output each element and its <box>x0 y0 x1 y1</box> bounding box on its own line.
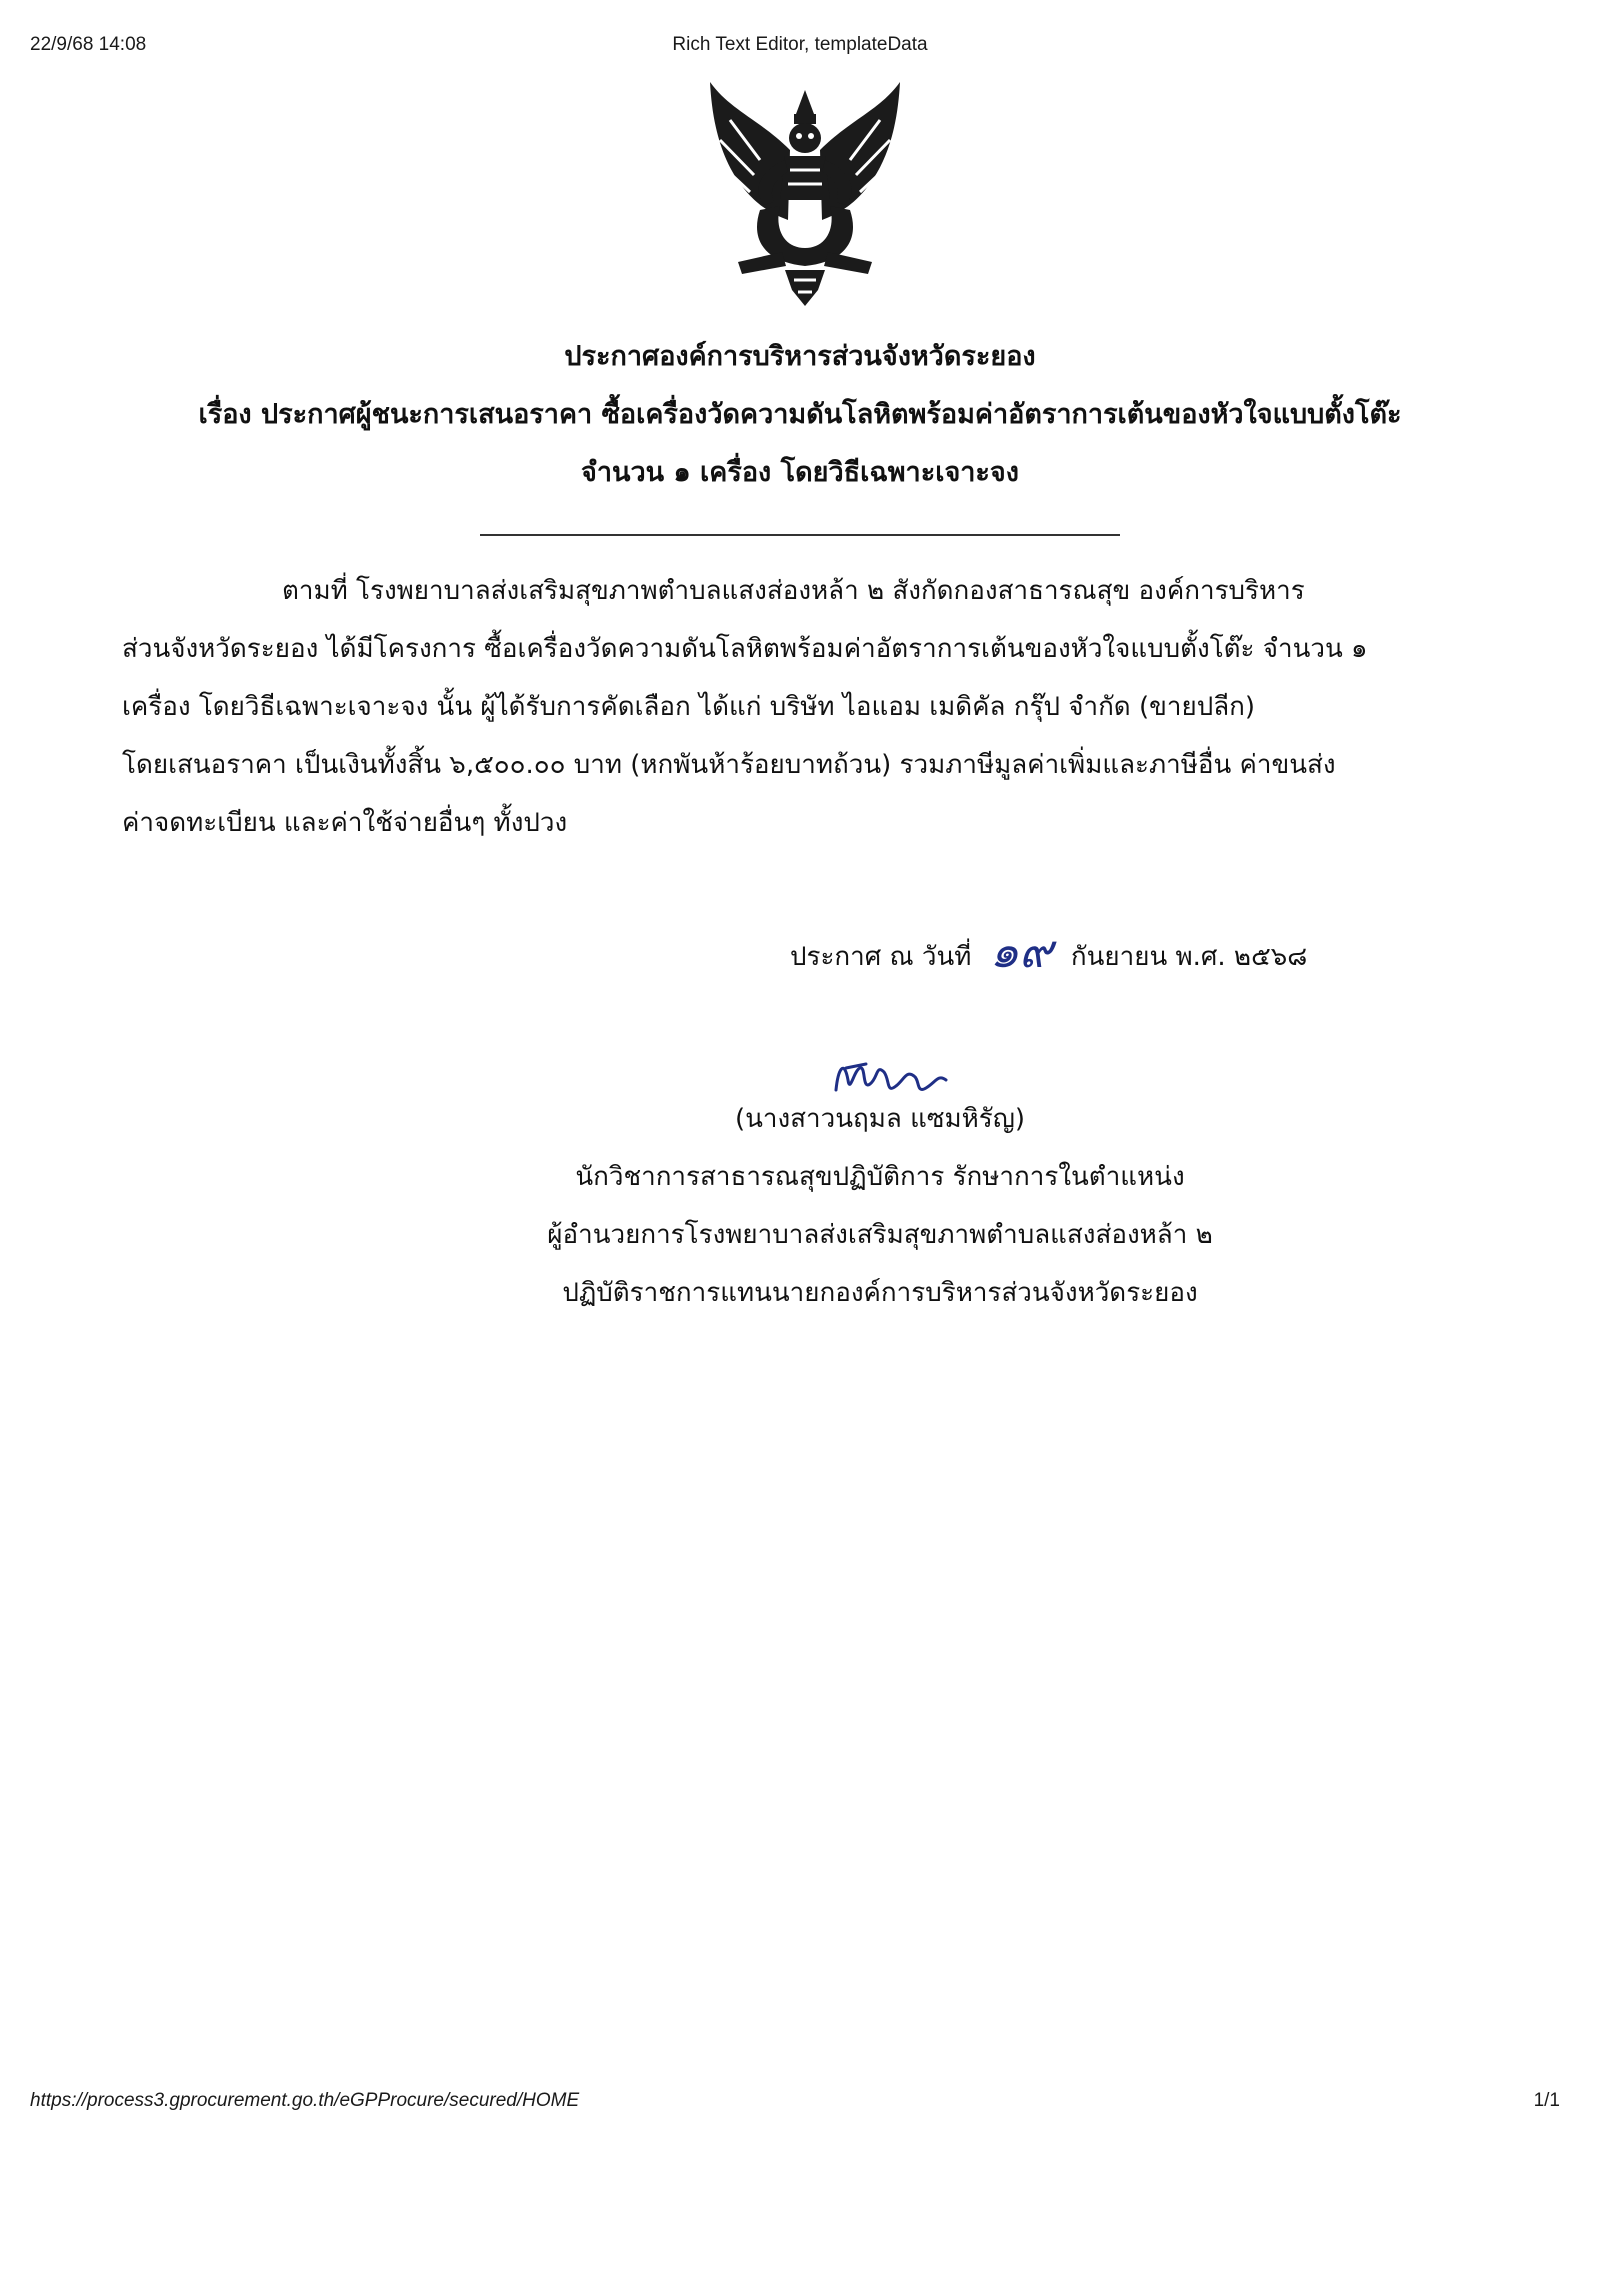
title-line-3: จำนวน ๑ เครื่อง โดยวิธีเฉพาะเจาะจง <box>581 457 1019 488</box>
title-line-1: ประกาศองค์การบริหารส่วนจังหวัดระยอง <box>564 341 1036 372</box>
title-divider <box>480 534 1120 536</box>
date-suffix: กันยายน พ.ศ. ๒๕๖๘ <box>1070 942 1308 972</box>
body-line: ส่วนจังหวัดระยอง ได้มีโครงการ ซื้อเครื่องวัดความดันโลหิตพร้อมค่าอัตราการเต้นของหัวใจแบบตั้งโต๊ะ จำนวน ๑ <box>122 634 1368 664</box>
date-prefix: ประกาศ ณ วันที่ <box>790 942 972 972</box>
signer-name: (นางสาวนฤมล แซมหิรัญ) <box>734 1104 1026 1134</box>
garuda-emblem-icon <box>690 80 920 320</box>
handwritten-day: ๑๙ <box>989 924 1053 978</box>
body-line: ตามที่ โรงพยาบาลส่งเสริมสุขภาพตำบลแสงส่องหล้า ๒ สังกัดกองสาธารณสุข องค์การบริหาร <box>282 576 1305 606</box>
print-footer <box>0 2090 1600 2130</box>
body-line: เครื่อง โดยวิธีเฉพาะเจาะจง นั้น ผู้ได้รับการคัดเลือก ได้แก่ บริษัท ไอแอม เมดิคัล กรุ๊ป จำกัด (ขายปลีก) <box>122 692 1256 722</box>
title-line-2: เรื่อง ประกาศผู้ชนะการเสนอราคา ซื้อเครื่องวัดความดันโลหิตพร้อมค่าอัตราการเต้นของหัวใจแบบตั้งโต๊ะ <box>198 399 1402 430</box>
print-datetime: 22/9/68 14:08 <box>30 34 147 55</box>
body-line: ค่าจดทะเบียน และค่าใช้จ่ายอื่นๆ ทั้งปวง <box>122 808 568 838</box>
page-url: https://process3.gprocurement.go.th/eGPProcure/secured/HOME <box>30 2090 580 2111</box>
body-line: โดยเสนอราคา เป็นเงินทั้งสิ้น ๖,๕๐๐.๐๐ บาท (หกพันห้าร้อยบาทถ้วน) รวมภาษีมูลค่าเพิ่มและภาษีอื่น ค่าขนส่ง <box>122 750 1336 780</box>
announcement-date <box>790 920 1350 986</box>
page-number: 1/1 <box>1533 2090 1560 2111</box>
signature-block <box>480 1090 1280 1322</box>
announcement-title <box>120 328 1480 502</box>
print-header <box>0 34 1600 74</box>
print-page-title: Rich Text Editor, templateData <box>672 34 928 55</box>
signer-position-2: ผู้อำนวยการโรงพยาบาลส่งเสริมสุขภาพตำบลแสงส่องหล้า ๒ <box>547 1220 1213 1250</box>
announcement-body <box>122 562 1412 852</box>
signer-position-3: ปฏิบัติราชการแทนนายกองค์การบริหารส่วนจังหวัดระยอง <box>562 1278 1198 1308</box>
signer-position-1: นักวิชาการสาธารณสุขปฏิบัติการ รักษาการในตำแหน่ง <box>575 1162 1185 1192</box>
